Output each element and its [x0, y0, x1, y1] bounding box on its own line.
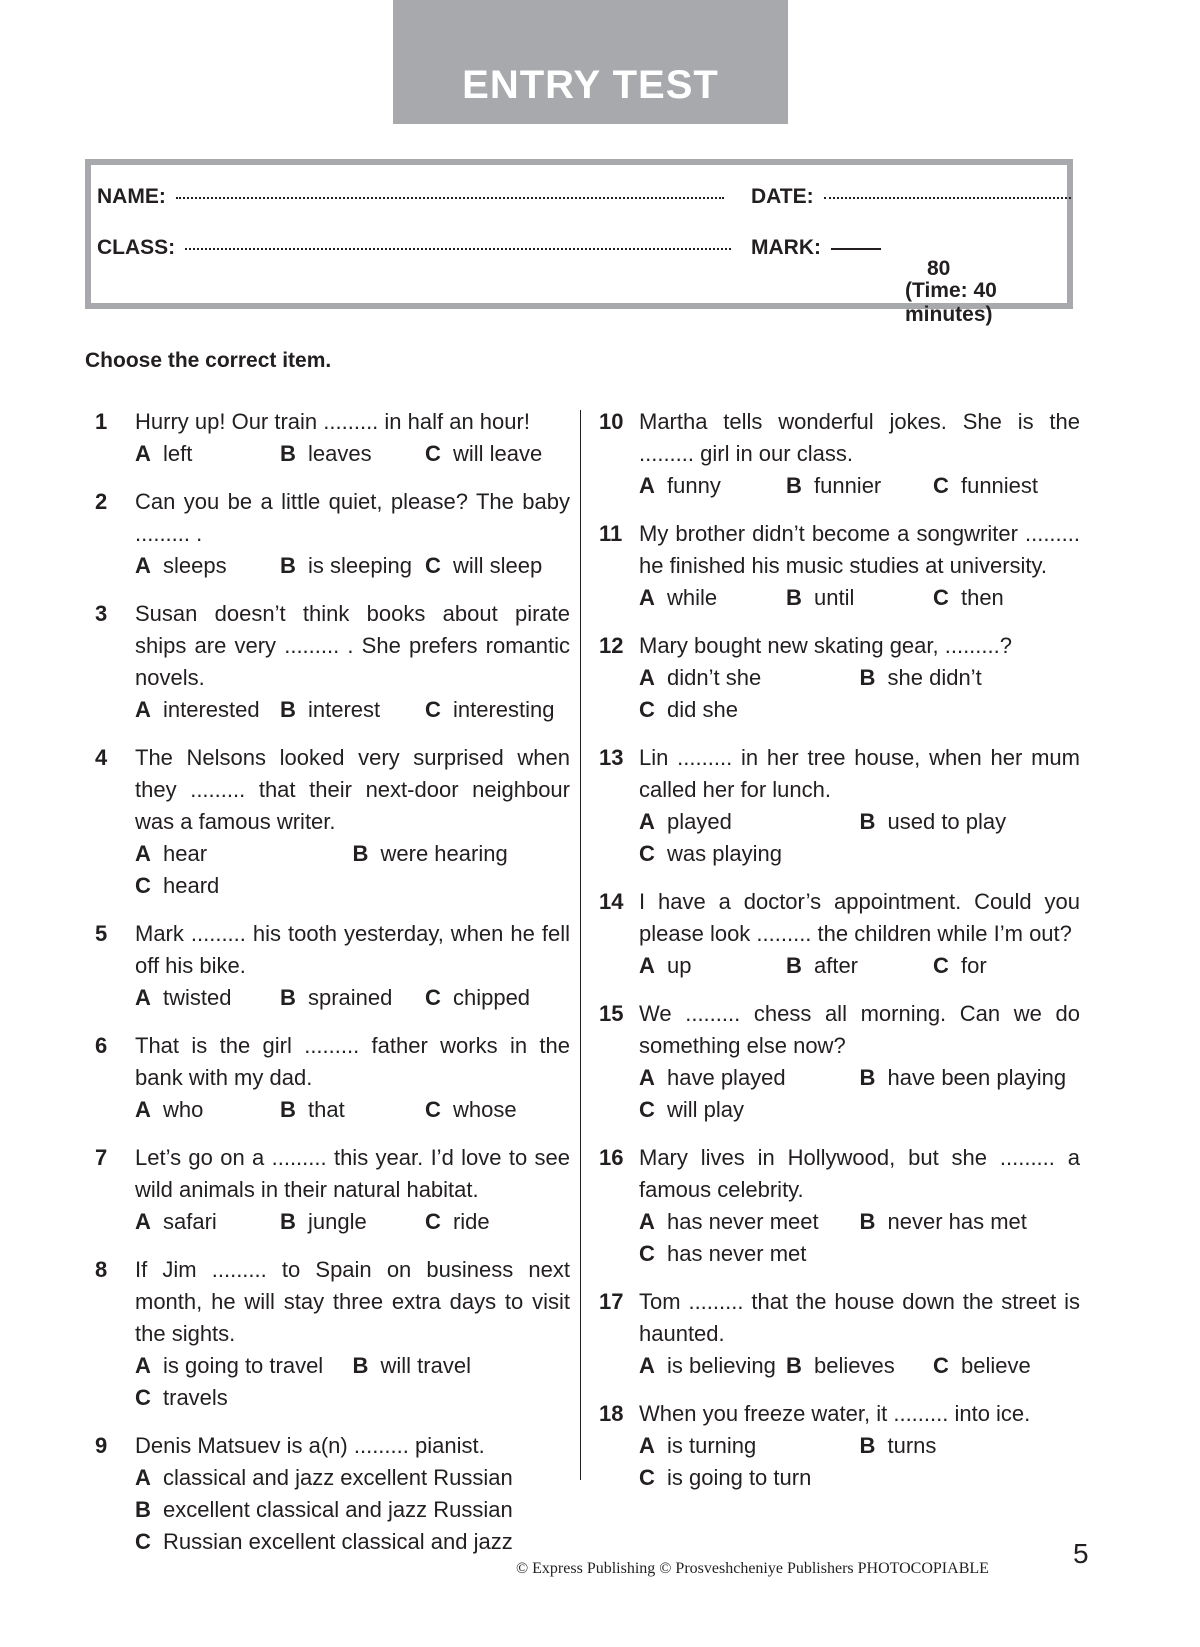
mark-blank-line: [831, 248, 881, 250]
option-text: believe: [960, 1353, 1031, 1378]
option-letter: B: [279, 1209, 296, 1234]
question: [599, 1398, 1080, 1494]
answer-option[interactable]: [786, 470, 933, 502]
answer-option[interactable]: [639, 1350, 786, 1382]
answer-option[interactable]: [425, 438, 570, 470]
answer-option[interactable]: [425, 1206, 570, 1238]
option-letter: B: [859, 1209, 876, 1234]
option-letter: B: [785, 1353, 802, 1378]
question: [599, 1142, 1080, 1270]
option-letter: C: [135, 873, 151, 898]
question-number: 16: [599, 1145, 624, 1170]
option-text: will travel: [380, 1353, 471, 1378]
option-text: never has met: [887, 1209, 1027, 1234]
answer-option[interactable]: [135, 694, 280, 726]
answer-option[interactable]: [135, 1382, 353, 1414]
question: [95, 742, 570, 902]
option-letter: A: [135, 697, 151, 722]
option-letter: C: [424, 1097, 441, 1122]
answer-option[interactable]: [135, 1206, 280, 1238]
option-text: turns: [887, 1433, 937, 1458]
question-text: If Jim ......... to Spain on business next month, he will stay three extra days to visit the sights.: [135, 1257, 570, 1346]
option-letter: C: [639, 1241, 655, 1266]
option-letter: A: [135, 1097, 151, 1122]
questions-left-column: [95, 406, 570, 1574]
option-letter: C: [424, 553, 441, 578]
question-number: 8: [95, 1257, 108, 1282]
option-text: she didn’t: [887, 665, 982, 690]
answer-options: [639, 582, 1080, 614]
answer-option[interactable]: [353, 1350, 571, 1382]
option-letter: A: [639, 473, 655, 498]
answer-options: [135, 1350, 570, 1414]
option-letter: A: [639, 1433, 655, 1458]
answer-options: [639, 950, 1080, 982]
option-letter: C: [639, 841, 655, 866]
option-text: have played: [667, 1065, 786, 1090]
option-letter: A: [135, 841, 151, 866]
question: [95, 1142, 570, 1238]
option-text: classical and jazz excellent Russian: [163, 1465, 513, 1490]
option-letter: A: [639, 809, 655, 834]
answer-option[interactable]: [135, 550, 280, 582]
mark-total: 80: [927, 257, 951, 280]
option-text: for: [960, 953, 987, 978]
answer-option[interactable]: [639, 1094, 860, 1126]
option-text: is going to travel: [163, 1353, 324, 1378]
question: [95, 486, 570, 582]
question: [95, 918, 570, 1014]
option-text: has never met: [667, 1241, 807, 1266]
answer-option[interactable]: [280, 1206, 425, 1238]
option-text: up: [667, 953, 692, 978]
option-text: believes: [813, 1353, 895, 1378]
answer-option[interactable]: [639, 470, 786, 502]
answer-option[interactable]: [786, 1350, 933, 1382]
answer-option[interactable]: [280, 438, 425, 470]
option-text: leaves: [307, 441, 372, 466]
option-text: is going to turn: [667, 1465, 812, 1490]
question-number: 3: [95, 601, 108, 626]
option-text: after: [813, 953, 859, 978]
option-text: played: [667, 809, 732, 834]
question: [599, 886, 1080, 982]
question: [95, 598, 570, 726]
option-text: until: [813, 585, 855, 610]
option-text: used to play: [887, 809, 1007, 834]
answer-option[interactable]: [933, 950, 1080, 982]
option-text: ride: [452, 1209, 490, 1234]
copyright-footer: © Express Publishing © Prosveshcheniye Publishers PHOTOCOPIABLE: [516, 1560, 989, 1577]
option-text: is turning: [667, 1433, 757, 1458]
question-text: I have a doctor’s appointment. Could you please look ......... the children while I’m out?: [639, 889, 1080, 946]
option-text: were hearing: [380, 841, 508, 866]
option-letter: A: [639, 665, 655, 690]
answer-option[interactable]: [860, 1430, 1081, 1462]
option-text: chipped: [452, 985, 531, 1010]
question-number: 17: [599, 1289, 624, 1314]
option-text: sleeps: [163, 553, 227, 578]
question-number: 12: [599, 633, 624, 658]
question-text: Can you be a little quiet, please? The baby ......... .: [135, 489, 570, 546]
page-number: 5: [1073, 1538, 1089, 1569]
option-letter: B: [859, 1065, 876, 1090]
option-text: Russian excellent classical and jazz: [163, 1529, 513, 1554]
answer-option[interactable]: [280, 982, 425, 1014]
date-dotted-line: [824, 197, 1071, 199]
answer-option[interactable]: [425, 1094, 570, 1126]
option-text: will play: [667, 1097, 745, 1122]
answer-option[interactable]: [639, 694, 860, 726]
option-letter: C: [932, 1353, 949, 1378]
option-text: is believing: [667, 1353, 776, 1378]
question-text: The Nelsons looked very surprised when they ......... that their next-door neighbour was a famous writer.: [135, 745, 570, 834]
option-letter: A: [135, 1465, 151, 1490]
option-letter: C: [424, 1209, 441, 1234]
option-letter: C: [932, 473, 949, 498]
mark-field[interactable]: [751, 236, 881, 260]
question-number: 10: [599, 409, 624, 434]
question-number: 11: [599, 521, 623, 546]
answer-option[interactable]: [280, 694, 425, 726]
question: [599, 1286, 1080, 1382]
option-text: didn’t she: [667, 665, 762, 690]
question-text: Mark ......... his tooth yesterday, when he fell off his bike.: [135, 921, 570, 978]
option-text: has never meet: [667, 1209, 819, 1234]
option-text: travels: [163, 1385, 228, 1410]
option-letter: C: [135, 1385, 151, 1410]
option-text: funnier: [813, 473, 882, 498]
answer-options: [639, 1062, 1080, 1126]
question: [599, 518, 1080, 614]
option-letter: A: [639, 1353, 655, 1378]
name-label: NAME:: [97, 185, 166, 208]
answer-options: [135, 1206, 570, 1238]
question: [599, 742, 1080, 870]
answer-option[interactable]: [639, 806, 860, 838]
answer-option[interactable]: [639, 1062, 860, 1094]
answer-options: [135, 694, 570, 726]
answer-option[interactable]: [933, 1350, 1080, 1382]
option-text: hear: [163, 841, 208, 866]
question-text: My brother didn’t become a songwriter ......... he finished his music studies at university.: [639, 521, 1080, 578]
answer-options: [639, 662, 1080, 726]
option-letter: B: [859, 665, 876, 690]
answer-option[interactable]: [135, 838, 353, 870]
question: [95, 1254, 570, 1414]
student-info-box: [85, 159, 1073, 326]
answer-options: [639, 806, 1080, 870]
question-number: 13: [599, 745, 624, 770]
option-letter: A: [135, 985, 151, 1010]
option-text: while: [667, 585, 718, 610]
option-text: have been playing: [887, 1065, 1067, 1090]
option-letter: A: [639, 953, 655, 978]
option-letter: A: [639, 1209, 655, 1234]
option-letter: B: [859, 1433, 876, 1458]
time-note: (Time: 40 minutes): [905, 279, 997, 326]
question-number: 9: [95, 1433, 108, 1458]
option-letter: A: [135, 441, 151, 466]
answer-option[interactable]: [860, 662, 1081, 694]
question: [599, 630, 1080, 726]
question-number: 5: [95, 921, 108, 946]
question-text: Mary bought new skating gear, .........?: [639, 633, 1012, 658]
option-letter: A: [135, 1209, 151, 1234]
option-letter: A: [135, 553, 151, 578]
option-letter: C: [135, 1529, 151, 1554]
question: [599, 406, 1080, 502]
answer-options: [135, 438, 570, 470]
answer-option[interactable]: [639, 1430, 860, 1462]
option-text: sprained: [307, 985, 393, 1010]
answer-option[interactable]: [135, 1494, 570, 1526]
answer-option[interactable]: [639, 662, 860, 694]
answer-options: [639, 1350, 1080, 1382]
name-field[interactable]: [97, 185, 724, 209]
title-banner: [393, 0, 788, 124]
answer-options: [639, 470, 1080, 502]
answer-options: [135, 838, 570, 902]
answer-option[interactable]: [786, 582, 933, 614]
option-text: heard: [163, 873, 220, 898]
answer-option[interactable]: [135, 438, 280, 470]
class-dotted-line: [185, 248, 731, 250]
question-number: 4: [95, 745, 108, 770]
option-text: jungle: [307, 1209, 367, 1234]
answer-option[interactable]: [353, 838, 571, 870]
question-number: 2: [95, 489, 108, 514]
option-text: was playing: [667, 841, 782, 866]
column-divider: [580, 410, 581, 1480]
option-text: whose: [452, 1097, 517, 1122]
question-number: 14: [599, 889, 624, 914]
option-letter: C: [639, 1097, 655, 1122]
answer-option[interactable]: [860, 806, 1081, 838]
answer-option[interactable]: [425, 550, 570, 582]
answer-option[interactable]: [933, 582, 1080, 614]
option-text: funny: [667, 473, 721, 498]
question-text: Lin ......... in her tree house, when her mum called her for lunch.: [639, 745, 1080, 802]
option-text: funniest: [960, 473, 1039, 498]
answer-option[interactable]: [280, 1094, 425, 1126]
question-text: That is the girl ......... father works in the bank with my dad.: [135, 1033, 570, 1090]
option-letter: C: [424, 441, 441, 466]
question-text: Martha tells wonderful jokes. She is the ......... girl in our class.: [639, 409, 1080, 466]
option-letter: B: [279, 985, 296, 1010]
answer-option[interactable]: [135, 870, 353, 902]
answer-option[interactable]: [280, 550, 425, 582]
question-text: Denis Matsuev is a(n) ......... pianist.: [135, 1433, 485, 1458]
answer-option[interactable]: [135, 1526, 570, 1558]
option-text: did she: [667, 697, 738, 722]
question-text: Tom ......... that the house down the street is haunted.: [639, 1289, 1080, 1346]
date-field[interactable]: [751, 185, 1071, 209]
option-text: interest: [307, 697, 381, 722]
answer-options: [135, 1094, 570, 1126]
option-text: who: [163, 1097, 204, 1122]
question: [95, 1430, 570, 1558]
option-letter: A: [639, 585, 655, 610]
question-number: 7: [95, 1145, 108, 1170]
instruction: Choose the correct item.: [85, 349, 332, 372]
option-letter: B: [279, 441, 296, 466]
answer-option[interactable]: [135, 1094, 280, 1126]
option-text: excellent classical and jazz Russian: [163, 1497, 513, 1522]
mark-label: MARK:: [751, 236, 821, 259]
option-letter: C: [932, 585, 949, 610]
answer-option[interactable]: [135, 1462, 570, 1494]
answer-options: [135, 1462, 570, 1558]
question-number: 15: [599, 1001, 624, 1026]
page-title: ENTRY TEST: [462, 63, 719, 107]
date-label: DATE:: [751, 185, 814, 208]
question-text: Susan doesn’t think books about pirate ships are very ......... . She prefers romantic novels.: [135, 601, 570, 690]
question-text: Let’s go on a ......... this year. I’d love to see wild animals in their natural habitat.: [135, 1145, 570, 1202]
answer-option[interactable]: [639, 1206, 860, 1238]
option-text: twisted: [163, 985, 232, 1010]
answer-options: [639, 1206, 1080, 1270]
answer-option[interactable]: [639, 582, 786, 614]
option-letter: C: [639, 697, 655, 722]
option-letter: A: [135, 1353, 151, 1378]
answer-option[interactable]: [639, 950, 786, 982]
question-number: 6: [95, 1033, 108, 1058]
option-letter: B: [785, 473, 802, 498]
option-text: safari: [163, 1209, 217, 1234]
option-text: then: [960, 585, 1004, 610]
option-letter: C: [424, 697, 441, 722]
answer-option[interactable]: [860, 1062, 1081, 1094]
answer-option[interactable]: [933, 470, 1080, 502]
answer-option[interactable]: [135, 1350, 353, 1382]
question: [599, 998, 1080, 1126]
option-text: interested: [163, 697, 260, 722]
question-number: 1: [95, 409, 108, 434]
option-letter: B: [135, 1497, 151, 1522]
option-text: is sleeping: [307, 553, 412, 578]
option-letter: B: [785, 585, 802, 610]
option-letter: A: [639, 1065, 655, 1090]
option-text: left: [163, 441, 193, 466]
answer-option[interactable]: [786, 950, 933, 982]
question: [95, 406, 570, 470]
option-letter: B: [279, 1097, 296, 1122]
option-text: will leave: [452, 441, 543, 466]
class-field[interactable]: [97, 236, 731, 260]
option-letter: B: [279, 553, 296, 578]
answer-option[interactable]: [639, 1238, 860, 1270]
option-letter: C: [932, 953, 949, 978]
option-letter: C: [424, 985, 441, 1010]
answer-options: [639, 1430, 1080, 1494]
option-letter: C: [639, 1465, 655, 1490]
name-dotted-line: [176, 197, 724, 199]
answer-option[interactable]: [425, 694, 570, 726]
answer-option[interactable]: [135, 982, 280, 1014]
answer-options: [135, 982, 570, 1014]
question: [95, 1030, 570, 1126]
question-number: 18: [599, 1401, 624, 1426]
option-letter: B: [352, 1353, 369, 1378]
answer-options: [135, 550, 570, 582]
option-letter: B: [352, 841, 369, 866]
answer-option[interactable]: [860, 1206, 1081, 1238]
answer-option[interactable]: [639, 1462, 860, 1494]
question-text: Hurry up! Our train ......... in half an hour!: [135, 409, 530, 434]
option-letter: B: [859, 809, 876, 834]
question-text: We ......... chess all morning. Can we do something else now?: [639, 1001, 1080, 1058]
option-letter: B: [785, 953, 802, 978]
option-letter: B: [279, 697, 296, 722]
class-label: CLASS:: [97, 236, 176, 259]
question-text: Mary lives in Hollywood, but she ......... a famous celebrity.: [639, 1145, 1080, 1202]
option-text: interesting: [452, 697, 555, 722]
option-text: that: [307, 1097, 345, 1122]
question-text: When you freeze water, it ......... into ice.: [639, 1401, 1031, 1426]
answer-option[interactable]: [639, 838, 860, 870]
answer-option[interactable]: [425, 982, 570, 1014]
option-text: will sleep: [452, 553, 543, 578]
questions-right-column: [599, 406, 1080, 1510]
